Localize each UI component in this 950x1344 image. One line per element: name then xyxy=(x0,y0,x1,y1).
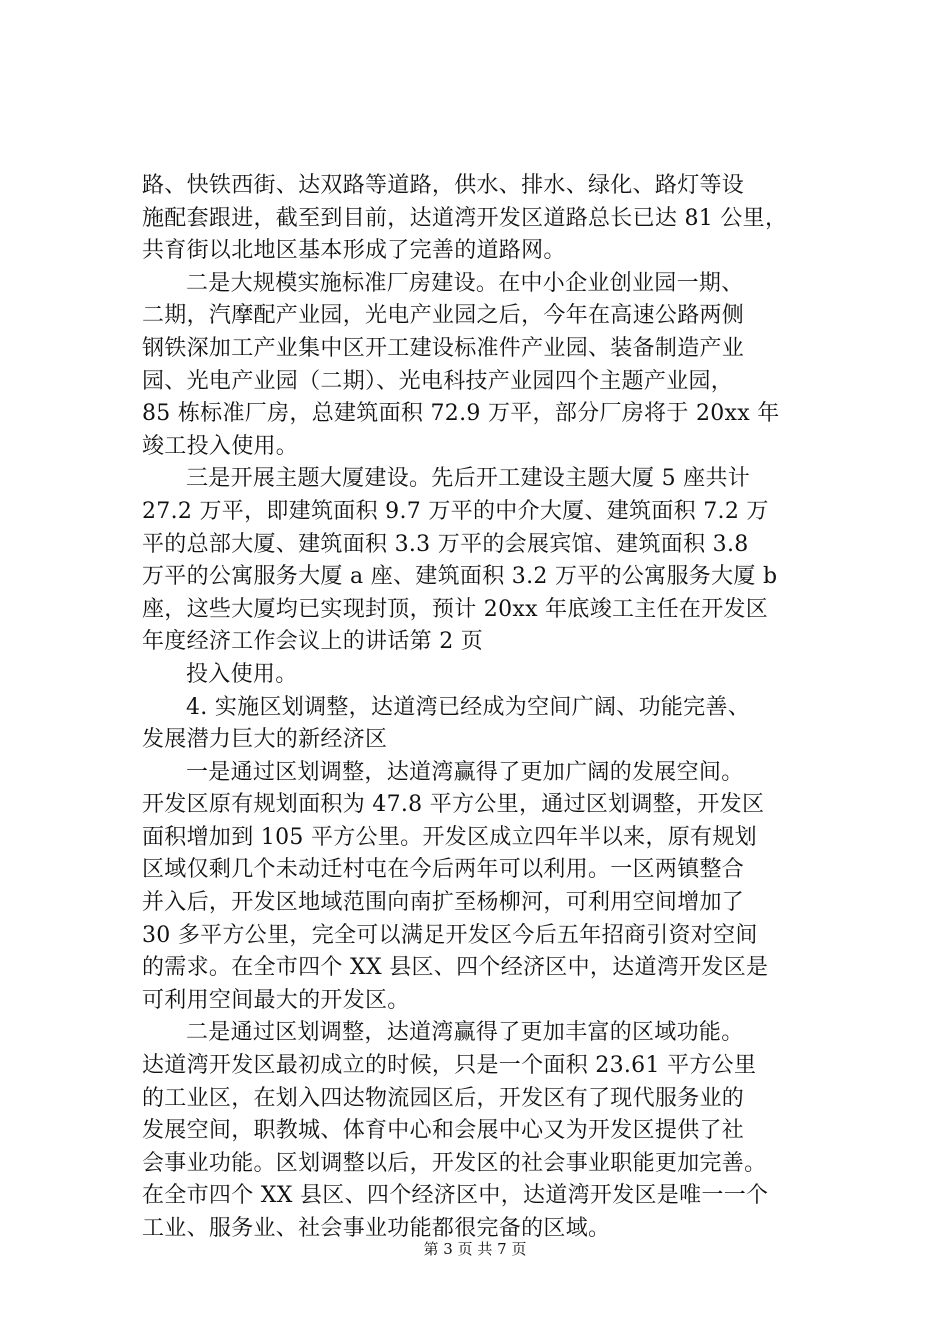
text-line: 万平的公寓服务大厦 a 座、建筑面积 3.2 万平的公寓服务大厦 b xyxy=(142,564,778,590)
text-line: 二是通过区划调整，达道湾赢得了更加丰富的区域功能。 xyxy=(186,1020,744,1046)
text-line: 投入使用。 xyxy=(186,661,298,687)
text-line: 发展潜力巨大的新经济区 xyxy=(142,727,388,753)
text-line: 路、快铁西街、达双路等道路，供水、排水、绿化、路灯等设 xyxy=(142,173,745,198)
text-line: 的需求。在全市四个 XX 县区、四个经济区中，达道湾开发区是 xyxy=(142,955,769,981)
text-line: 园、光电产业园（二期）、光电科技产业园四个主题产业园， xyxy=(142,368,734,394)
text-line: 并入后，开发区地域范围向南扩至杨柳河，可利用空间增加了 xyxy=(142,890,745,916)
text-line: 可利用空间最大的开发区。 xyxy=(142,987,410,1013)
text-line: 二是大规模实施标准厂房建设。在中小企业创业园一期、 xyxy=(186,270,744,296)
text-line: 在全市四个 XX 县区、四个经济区中，达道湾开发区是唯一一个 xyxy=(142,1183,769,1209)
text-line: 区域仅剩几个未动迁村屯在今后两年可以利用。一区两镇整合 xyxy=(142,857,745,883)
text-line: 施配套跟进，截至到目前，达道湾开发区道路总长已达 81 公里， xyxy=(142,205,788,231)
text-line: 会事业功能。区划调整以后，开发区的社会事业职能更加完善。 xyxy=(142,1150,767,1176)
text-line: 27.2 万平，即建筑面积 9.7 万平的中介大厦、建筑面积 7.2 万 xyxy=(142,498,769,524)
text-line: 钢铁深加工产业集中区开工建设标准件产业园、装备制造产业 xyxy=(142,335,745,361)
text-line: 三是开展主题大厦建设。先后开工建设主题大厦 5 座共计 xyxy=(186,466,751,492)
text-line: 30 多平方公里，完全可以满足开发区今后五年招商引资对空间 xyxy=(142,922,758,948)
document-body xyxy=(142,170,842,1246)
text-line: 达道湾开发区最初成立的时候，只是一个面积 23.61 平方公里 xyxy=(142,1053,757,1079)
text-line: 年度经济工作会议上的讲话第 2 页 xyxy=(142,629,484,655)
text-line: 共育街以北地区基本形成了完善的道路网。 xyxy=(142,238,566,264)
text-line: 4. 实施区划调整，达道湾已经成为空间广阔、功能完善、 xyxy=(186,694,751,720)
text-line: 一是通过区划调整，达道湾赢得了更加广阔的发展空间。 xyxy=(186,759,744,785)
text-line: 二期，汽摩配产业园，光电产业园之后，今年在高速公路两侧 xyxy=(142,303,745,329)
text-line: 面积增加到 105 平方公里。开发区成立四年半以来，原有规划 xyxy=(142,824,757,850)
page-number: 第 3 页 共 7 页 xyxy=(423,1240,527,1258)
text-line: 开发区原有规划面积为 47.8 平方公里，通过区划调整，开发区 xyxy=(142,792,765,818)
text-line: 85 栋标准厂房，总建筑面积 72.9 万平，部分厂房将于 20xx 年 xyxy=(142,401,780,427)
text-line: 的工业区，在划入四达物流园区后，开发区有了现代服务业的 xyxy=(142,1085,745,1111)
page-footer xyxy=(0,1238,950,1259)
text-line: 发展空间，职教城、体育中心和会展中心又为开发区提供了社 xyxy=(142,1118,745,1144)
text-line: 工业、服务业、社会事业功能都很完备的区域。 xyxy=(142,1216,611,1241)
text-line: 竣工投入使用。 xyxy=(142,433,299,459)
text-line: 平的总部大厦、建筑面积 3.3 万平的会展宾馆、建筑面积 3.8 xyxy=(142,531,749,557)
text-line: 座，这些大厦均已实现封顶，预计 20xx 年底竣工主任在开发区 xyxy=(142,596,769,622)
